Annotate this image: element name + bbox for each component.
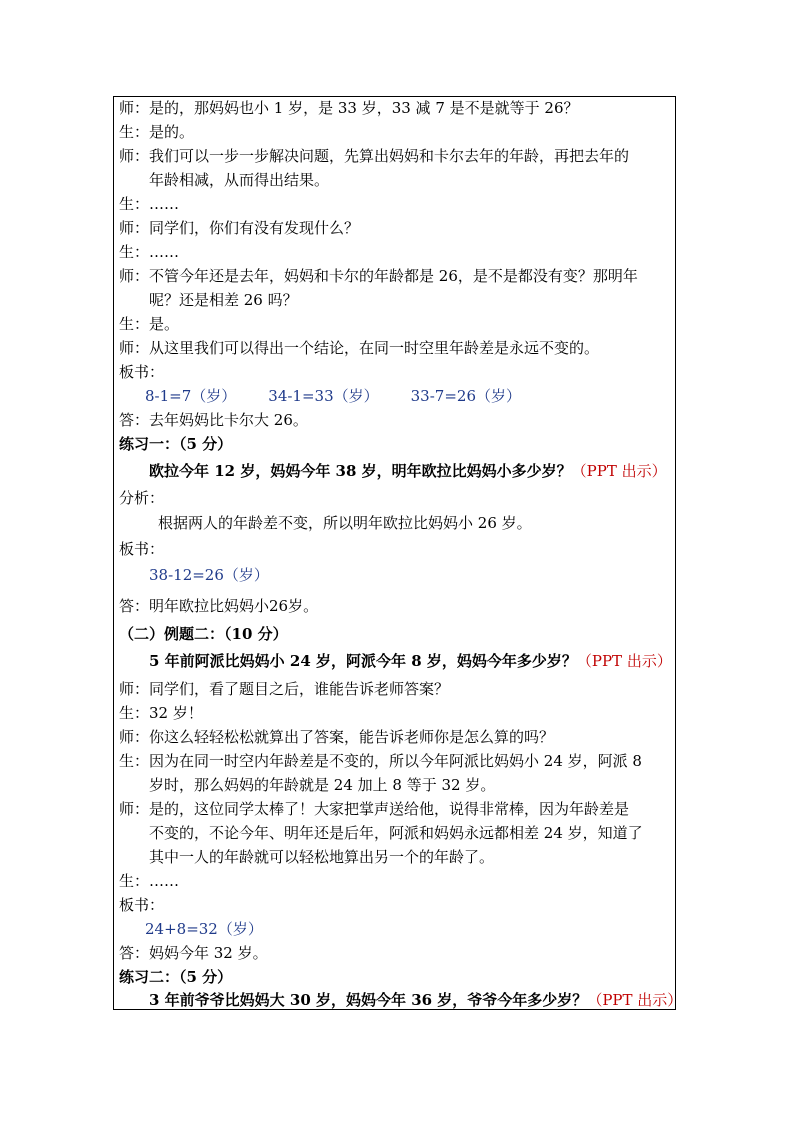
- exercise-heading: 练习一：（5 分）: [119, 435, 233, 453]
- text-line: 师：同学们，看了题目之后，谁能告诉老师答案？: [119, 680, 450, 698]
- text-line: 师：是的，那妈妈也小 1 岁，是 33 岁，33 减 7 是不是就等于 26？: [119, 99, 579, 117]
- blackboard-label: 板书：: [119, 540, 165, 558]
- problem-text: 5 年前阿派比妈妈小 24 岁，阿派今年 8 岁，妈妈今年多少岁？: [149, 652, 577, 670]
- answer-line: 答：妈妈今年 32 岁。: [119, 944, 268, 962]
- formula: 24+8=32（岁）: [145, 920, 263, 938]
- analysis-label: 分析：: [119, 489, 165, 507]
- answer-line: 答：去年妈妈比卡尔大 26。: [119, 411, 308, 429]
- formula: 34-1=33（岁）: [268, 387, 379, 405]
- formula: 33-7=26（岁）: [410, 387, 521, 405]
- exercise-heading: 练习二：（5 分）: [119, 968, 233, 986]
- text-line: 生：32 岁！: [119, 704, 203, 722]
- text-line: 师：不管今年还是去年，妈妈和卡尔的年龄都是 26，是不是都没有变？那明年: [119, 267, 638, 285]
- text-line: 生：是的。: [119, 123, 195, 141]
- example-heading: （二）例题二：（10 分）: [119, 625, 288, 643]
- formula: 8-1=7（岁）: [145, 387, 237, 405]
- ppt-note: （PPT 出示）: [571, 462, 667, 480]
- example-problem: [149, 651, 672, 671]
- problem-text: 3 年前爷爷比妈妈大 30 岁，妈妈今年 36 岁，爷爷今年多少岁？: [149, 991, 588, 1009]
- text-line: 生：是。: [119, 315, 180, 333]
- text-line: 生：……: [119, 243, 180, 261]
- text-line: 根据两人的年龄差不变，所以明年欧拉比妈妈小 26 岁。: [158, 514, 532, 532]
- text-line: 其中一人的年龄就可以轻松地算出另一个的年龄了。: [149, 848, 495, 866]
- text-line: 师：从这里我们可以得出一个结论，在同一时空里年龄差是永远不变的。: [119, 339, 600, 357]
- text-line: 岁时，那么妈妈的年龄就是 24 加上 8 等于 32 岁。: [149, 776, 496, 794]
- text-line: 不变的，不论今年、明年还是后年，阿派和妈妈永远都相差 24 岁，知道了: [149, 824, 643, 842]
- text-line: 生：……: [119, 872, 180, 890]
- answer-line: 答：明年欧拉比妈妈小26岁。: [119, 597, 319, 615]
- text-line: 呢？还是相差 26 吗？: [149, 291, 298, 309]
- text-line: 生：……: [119, 195, 180, 213]
- ppt-note: （PPT 出示）: [576, 652, 672, 670]
- problem-text: 欧拉今年 12 岁，妈妈今年 38 岁，明年欧拉比妈妈小多少岁？: [149, 462, 572, 480]
- blackboard-formulas: [145, 386, 521, 406]
- ppt-note: （PPT 出示）: [587, 991, 683, 1009]
- formula: 38-12=26（岁）: [149, 566, 269, 584]
- exercise-problem: [149, 990, 682, 1010]
- text-line: 生：因为在同一时空内年龄差是不变的，所以今年阿派比妈妈小 24 岁，阿派 8: [119, 752, 642, 770]
- text-line: 年龄相减，从而得出结果。: [149, 171, 330, 189]
- text-line: 师：同学们，你们有没有发现什么？: [119, 219, 360, 237]
- text-line: 师：你这么轻轻松松就算出了答案，能告诉老师你是怎么算的吗？: [119, 728, 555, 746]
- blackboard-label: 板书：: [119, 896, 165, 914]
- text-line: 师：是的，这位同学太棒了！大家把掌声送给他，说得非常棒，因为年龄差是: [119, 800, 630, 818]
- blackboard-label: 板书：: [119, 363, 165, 381]
- text-line: 师：我们可以一步一步解决问题，先算出妈妈和卡尔去年的年龄，再把去年的: [119, 147, 630, 165]
- exercise-problem: [149, 461, 667, 481]
